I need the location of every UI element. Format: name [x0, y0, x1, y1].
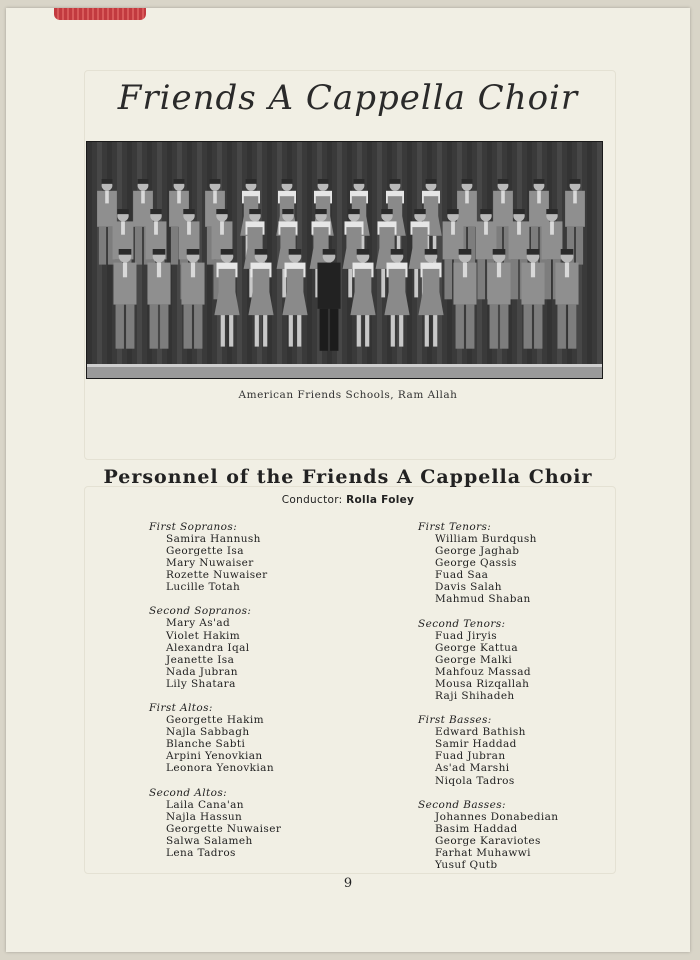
voice-section-label: First Sopranos: [149, 521, 238, 533]
choir-member-name: Mahmud Shaban [435, 593, 531, 606]
choir-member-name: Nada Jubran [166, 665, 238, 678]
choir-member-name: Laila Cana'an [166, 798, 244, 811]
choir-member-name: George Jaghab [435, 545, 520, 558]
choir-member-name: Blanche Sabti [166, 738, 246, 751]
choir-member-name: George Kattua [435, 641, 518, 654]
personnel-heading: Personnel of the Friends A Cappella Choir [103, 466, 593, 488]
left-voice-column [149, 521, 389, 871]
choir-member-name: Arpini Yenovkian [166, 750, 263, 763]
choir-member-name: Edward Bathish [435, 726, 526, 739]
voice-section [418, 618, 658, 703]
voice-section-label: Second Tenors: [418, 617, 506, 630]
choir-member-name: Raji Shihadeh [435, 690, 515, 703]
choir-member-name: Violet Hakim [166, 629, 241, 642]
voice-section [418, 714, 658, 786]
choir-member-name: Niqola Tadros [435, 774, 515, 787]
voice-section [418, 799, 658, 871]
voice-section [149, 605, 389, 690]
choir-member-name: George Malki [435, 653, 513, 666]
choir-member-name: George Karaviotes [435, 834, 541, 847]
choir-member-name: Basim Haddad [435, 822, 518, 835]
choir-member-name: Johannes Donabedian [435, 810, 559, 823]
choir-member-name: Mousa Rizqallah [435, 677, 530, 690]
voice-section [149, 702, 389, 774]
voice-section [418, 521, 658, 606]
voice-section [149, 787, 389, 859]
choir-member-name: Najla Sabbagh [166, 726, 250, 739]
choir-member-name: Georgette Hakim [166, 714, 264, 727]
choir-member-name: Samira Hannush [166, 533, 261, 545]
choir-member-name: Fuad Saa [435, 569, 489, 582]
choir-member-name: Najla Hassun [166, 810, 243, 823]
choir-member-name: Leonora Yenovkian [166, 762, 275, 775]
voice-section-label: First Basses: [418, 714, 492, 727]
page-title: Friends A Cappella Choir [117, 78, 579, 118]
choir-member-name: Fuad Jubran [435, 750, 506, 763]
voice-section-label: Second Basses: [418, 798, 506, 811]
voice-section-label: First Tenors: [418, 521, 492, 533]
choir-member-name: As'ad Marshi [435, 762, 510, 775]
choir-photograph [86, 141, 603, 379]
voice-section-label: First Altos: [149, 702, 213, 715]
voice-section-label: Second Altos: [149, 786, 228, 799]
choir-member-name: Georgette Isa [166, 545, 244, 558]
conductor-label: Conductor: [281, 494, 343, 506]
voice-section [149, 521, 389, 593]
choir-member-name: Farhat Muhawwi [435, 846, 531, 859]
conductor-name: Rolla Foley [346, 494, 415, 506]
choir-member-name: Georgette Nuwaiser [166, 822, 282, 835]
choir-member-name: William Burdqush [435, 533, 537, 545]
choir-member-name: Alexandra Iqal [166, 641, 250, 654]
choir-member-name: Lily Shatara [166, 677, 236, 690]
choir-member-name: Mary Nuwaiser [166, 557, 254, 570]
voice-section-label: Second Sopranos: [149, 605, 252, 618]
choir-member-name: Mary As'ad [166, 617, 231, 630]
bookmark-ribbon [54, 8, 146, 20]
right-voice-column [418, 521, 658, 883]
photo-caption: American Friends Schools, Ram Allah [238, 389, 458, 401]
choir-member-name: Jeanette Isa [166, 653, 235, 666]
choir-member-name: Lena Tadros [166, 846, 236, 859]
choir-member-name: Fuad Jiryis [435, 629, 498, 642]
choir-member-name: Davis Salah [435, 581, 502, 594]
conductor-line [6, 494, 690, 506]
choir-member-name: Rozette Nuwaiser [166, 569, 268, 582]
choir-photo-illustration [87, 142, 602, 378]
choir-member-name: Samir Haddad [435, 738, 517, 751]
booklet-page [6, 8, 690, 952]
choir-member-name: George Qassis [435, 557, 517, 570]
choir-member-name: Mahfouz Massad [435, 665, 531, 678]
choir-member-name: Lucille Totah [166, 581, 241, 594]
page-number: 9 [343, 876, 353, 891]
choir-member-name: Yusuf Qutb [435, 858, 498, 871]
choir-member-name: Salwa Salameh [166, 834, 253, 847]
